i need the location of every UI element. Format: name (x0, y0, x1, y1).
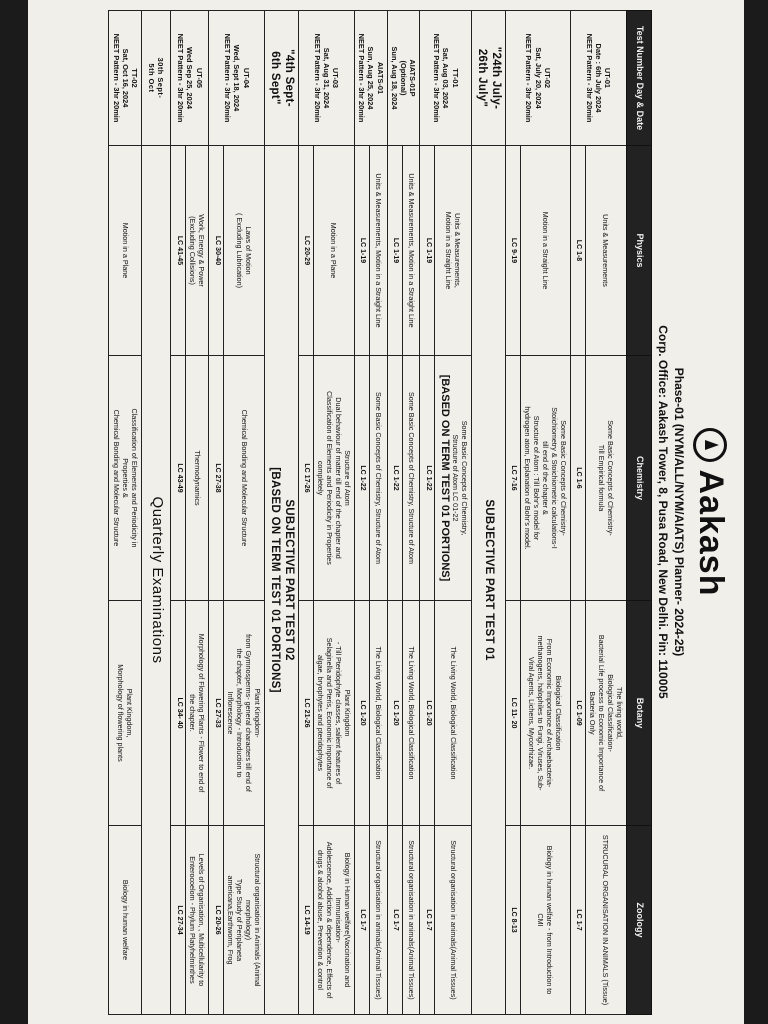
col-header-chemistry: Chemistry (627, 356, 652, 601)
lc-row (571, 11, 586, 1015)
chemistry-topic: Some Basic Concepts of Chemistry, Structure of Atom (402, 356, 420, 601)
lc-row (506, 11, 521, 1015)
term-test-portion-banner: [BASED ON TERM TEST 01 PORTIONS] (439, 374, 452, 582)
lc-range: LC 1-19 (355, 146, 370, 356)
botany-topic: The Living World, Biological Classification (435, 601, 472, 826)
lc-range: LC 1-22 (420, 356, 435, 601)
botany-topic: The Living World, Biological Classification (370, 601, 388, 826)
test-date-cell: UT-02 Sat, July 20, 2024 NEET Pattern - 3hr 20min (506, 11, 571, 146)
test-date-cell: UT-01 Date : 6th July 2024 NEET Pattern - 3hr 20min (571, 11, 627, 146)
lc-range: LC 1-6 (571, 356, 586, 601)
botany-topic: The living world, Biological Classification- Bacterial Life process to Economic Importance of Bacteria Only (586, 601, 627, 826)
lc-range: LC 1-20 (387, 601, 402, 826)
table-row (142, 11, 171, 1015)
zoology-topic: STRUCURAL ORGANISATION IN ANIMALS (Tissue) (586, 826, 627, 1015)
planner-phase-title: Phase-01 (NYM/ALL/NYM/AIATS) Planner- 2024-25) (672, 367, 686, 657)
test-date-cell: TT-02 Sat, Oct 16, 2024 NEET Pattern - 3hr 20min (109, 11, 142, 146)
brand-header (686, 0, 730, 1024)
lc-range: LC 41-45 (171, 146, 186, 356)
lc-row (209, 11, 224, 1015)
chemistry-topic: Thermodynamics (186, 356, 209, 601)
physics-topic: Motion in a Plane (314, 146, 355, 356)
lc-range: LC 27-38 (209, 356, 224, 601)
aakash-logo-icon (694, 428, 728, 462)
table-row (370, 11, 388, 1015)
physics-topic: Units & Measurements, Motion in a Straight Line (435, 146, 472, 356)
lc-range: LC 27-34 (171, 826, 186, 1015)
lc-range: LC 1-20 (420, 601, 435, 826)
physics-topic: Units & Measurements, Motion in a Straight Line (402, 146, 420, 356)
lc-range: LC 8-13 (506, 826, 521, 1015)
lc-range: LC 1-7 (420, 826, 435, 1015)
planner-sheet (28, 0, 744, 1024)
chemistry-topic: Chemical Bonding and Molecular Structure (224, 356, 265, 601)
test-date-cell: "24th July- 26th July" (472, 11, 506, 146)
zoology-topic: Biology in human welfare - from Introduction to CMI (521, 826, 571, 1015)
table-header-row (627, 11, 652, 1015)
botany-topic: Plant Kingdom, Morphology of flowering plants (109, 601, 142, 826)
lc-range: LC 1-7 (571, 826, 586, 1015)
test-date-cell: UT-05 Wed Sep 25, 2024 NEET Pattern - 3hr 20min (171, 11, 209, 146)
zoology-topic: Structural organisation in animals(Animal Tissues) (402, 826, 420, 1015)
quarterly-exam-banner: Quarterly Examinations (142, 146, 171, 1015)
subjective-test-banner: SUBJECTIVE PART TEST 02 [BASED ON TERM TEST 01 PORTIONS] (265, 146, 299, 1015)
physics-topic: Units & Measurements, Motion in a Straight Line (370, 146, 388, 356)
table-row (109, 11, 142, 1015)
corp-office-address: Corp. Office: Aakash Tower, 8, Pusa Road, New Delhi. Pin: 110005 (656, 325, 670, 699)
chemistry-topic: Some Basic Concepts of Chemistry, Structure of Atom (370, 356, 388, 601)
col-header-physics: Physics (627, 146, 652, 356)
test-date-cell: 30th Sept- 5th Oct (142, 11, 171, 146)
test-date-cell: "4th Sept- 6th Sept" (265, 11, 299, 146)
table-row (472, 11, 506, 1015)
lc-range: LC 1-7 (355, 826, 370, 1015)
botany-topic: Biological Classification From Economic Importance of Archaebacteria- methanogens, halophiles to Fungi, Viruses, Sub- Viral Agents, Lichens, Mycorrhizae. (521, 601, 571, 826)
test-date-cell: AIATS-01 Sun, Aug 25, 2024 NEET Pattern - 3hr 20min (355, 11, 388, 146)
lc-range: LC 43-49 (171, 356, 186, 601)
test-date-cell: UT-04 Wed, Sept 18, 2024 NEET Pattern - 3hr 20min (209, 11, 265, 146)
col-header-botany: Botany (627, 601, 652, 826)
lc-range: LC 1-20 (355, 601, 370, 826)
table-row (402, 11, 420, 1015)
lc-range: LC 1-22 (355, 356, 370, 601)
lc-row (420, 11, 435, 1015)
physics-topic: Laws of Motion ( Excluding Lubrication) (224, 146, 265, 356)
lc-range: LC 27-33 (209, 601, 224, 826)
lc-range: LC 20-26 (209, 826, 224, 1015)
lc-range: LC 7-16 (506, 356, 521, 601)
physics-topic: Units & Measurements (586, 146, 627, 356)
botany-topic: Morphology of Flowering Plants - Flower to end of the chapter. (186, 601, 209, 826)
table-row (224, 11, 265, 1015)
physics-topic: Motion in a Plane (109, 146, 142, 356)
table-row (265, 11, 299, 1015)
table-row (586, 11, 627, 1015)
lc-range: LC 1-8 (571, 146, 586, 356)
botany-topic: The Living World, Biological Classification (402, 601, 420, 826)
lc-range: LC 34- 40 (171, 601, 186, 826)
botany-topic: Plant Kingdom - Till Pteridophyte classes, salient features of Selaginella and Pteris, Economic importance of algae, bryophytes and pteridophytes (314, 601, 355, 826)
lc-range: LC 1-19 (387, 146, 402, 356)
lc-row (299, 11, 314, 1015)
subjective-test-banner: SUBJECTIVE PART TEST 01 (472, 146, 506, 1015)
lc-range: LC 11- 20 (506, 601, 521, 826)
zoology-topic: Structural organisation in Animals (Animal morphology) Type Study of Periplaneta americana,Earthworm, Frog (224, 826, 265, 1015)
table-row (521, 11, 571, 1015)
test-date-cell: TT-01 Sat, Aug 03, 2024 NEET Pattern - 3hr 20min (420, 11, 472, 146)
chemistry-topic: Some Basic Concepts of Chemistry- Stoichiometry & Stoichiometric calculations-I till end of the chapter & Structure of Atom : Till Bohr's model for hydrogen atom, Explanation of Bohr's model. (521, 356, 571, 601)
col-header-zoology: Zoology (627, 826, 652, 1015)
zoology-topic: Structural organisation in animals(Animal Tissues) (435, 826, 472, 1015)
lc-range: LC 9-19 (506, 146, 521, 356)
physics-topic: Motion in a Straight Line (521, 146, 571, 356)
physics-topic: Work, Energy & Power (Excluding Collisions) (186, 146, 209, 356)
lc-range: LC 17-26 (299, 356, 314, 601)
lc-range: LC 14-19 (299, 826, 314, 1015)
zoology-topic: Biology in Human welfare(Vaccination and Immunisation- Adolescence, Addiction & dependence, Effects of drugs & alcohol abuse, Prevention & control (314, 826, 355, 1015)
table-row (435, 11, 472, 1015)
table-row (314, 11, 355, 1015)
test-date-cell: AIATS-01P (Optional) Sun, Aug 18, 2024 (387, 11, 420, 146)
rotated-content (28, 0, 744, 1024)
lc-range: LC 1-7 (387, 826, 402, 1015)
botany-topic: Plant Kingdom- from Gymnosperms- general characters till end of the chapter, Morphology - Introduction to Inflorescence (224, 601, 265, 826)
lc-range: LC 21-26 (299, 601, 314, 826)
lc-range: LC 1-19 (420, 146, 435, 356)
lc-row (171, 11, 186, 1015)
col-header-date: Test Number Day & Date (627, 11, 652, 146)
lc-row (355, 11, 370, 1015)
table-row (186, 11, 209, 1015)
lc-range: LC 20-29 (299, 146, 314, 356)
zoology-topic: Structural organisation in animals(Animal Tissues) (370, 826, 388, 1015)
chemistry-topic: Structure of Atom Dual behaviour of matter till end of the chapter and Classification of Elements and Periodicity in Properties completely (314, 356, 355, 601)
test-date-cell: UT-03 Sat, Aug 31, 2024 NEET Pattern - 3hr 20min (299, 11, 355, 146)
lc-range: LC 30-40 (209, 146, 224, 356)
chemistry-topic: Some Basic Concepts of Chemistry- Till Empirical formula (586, 356, 627, 601)
brand-name: Aakash (692, 469, 730, 597)
lc-row (387, 11, 402, 1015)
lc-range: LC 1-09 (571, 601, 586, 826)
chemistry-topic: Classification of Elements and Periodicity in Properties & Chemical Bonding and Molecular Structure (109, 356, 142, 601)
test-planner-table (109, 10, 653, 1015)
lc-range: LC 1-22 (387, 356, 402, 601)
chemistry-topic: Some Basic Concepts of Chemistry, Structure of Atom LC 01-22 [BASED ON TERM TEST 01 PORTIONS] (435, 356, 472, 601)
zoology-topic: Levels of Organisation, , Multicellularity to Enterocoelom - Phylum Platyhelminthes (186, 826, 209, 1015)
zoology-topic: Biology in human welfare (109, 826, 142, 1015)
